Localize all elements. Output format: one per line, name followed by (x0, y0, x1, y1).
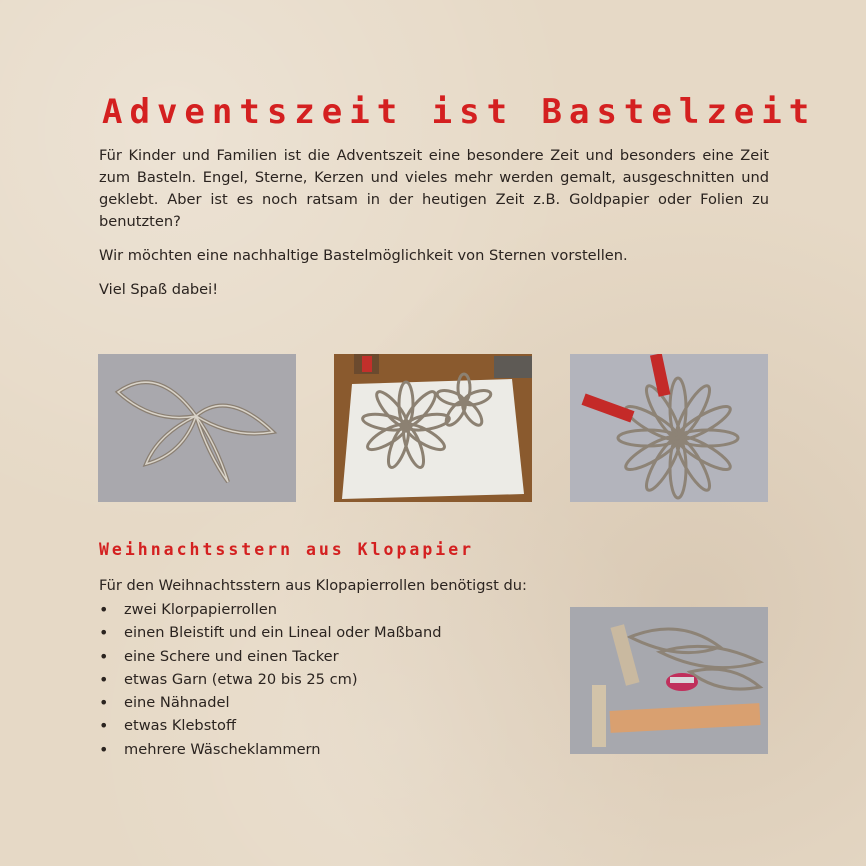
materials-list (99, 598, 442, 761)
intro-paragraph-3: Viel Spaß dabei! (99, 281, 219, 298)
list-item: • zwei Klorpapierrollen (99, 598, 442, 621)
list-item: • etwas Garn (etwa 20 bis 25 cm) (99, 668, 442, 691)
intro-text (99, 145, 769, 313)
list-item: • eine Schere und einen Tacker (99, 645, 442, 668)
page-title: Adventszeit ist Bastelzeit (102, 92, 817, 132)
list-item: • einen Bleistift und ein Lineal oder Maßband (99, 621, 442, 644)
list-intro: Für den Weihnachtsstern aus Klopapierrollen benötigst du: (99, 577, 527, 594)
intro-paragraph-1: Für Kinder und Familien ist die Adventszeit eine besondere Zeit und besonders eine Zeit zum Basteln. Engel, Sterne, Kerzen und vieles mehr werden gemalt, ausgeschnitten und geklebt. Aber ist es noch ratsam in der heutigen Zeit z.B. Goldpapier oder Folien zu benutzten? (99, 147, 769, 230)
photo-star-with-clothespins (570, 354, 768, 502)
section-title: Weihnachtsstern aus Klopapier (99, 540, 475, 559)
list-item: • mehrere Wäscheklammern (99, 738, 442, 761)
photo-petals (98, 354, 296, 502)
list-item: • etwas Klebstoff (99, 714, 442, 737)
list-item: • eine Nähnadel (99, 691, 442, 714)
photo-materials (570, 607, 768, 754)
photo-stars-on-paper (334, 354, 532, 502)
intro-paragraph-2: Wir möchten eine nachhaltige Bastelmöglichkeit von Sternen vorstellen. (99, 247, 628, 264)
